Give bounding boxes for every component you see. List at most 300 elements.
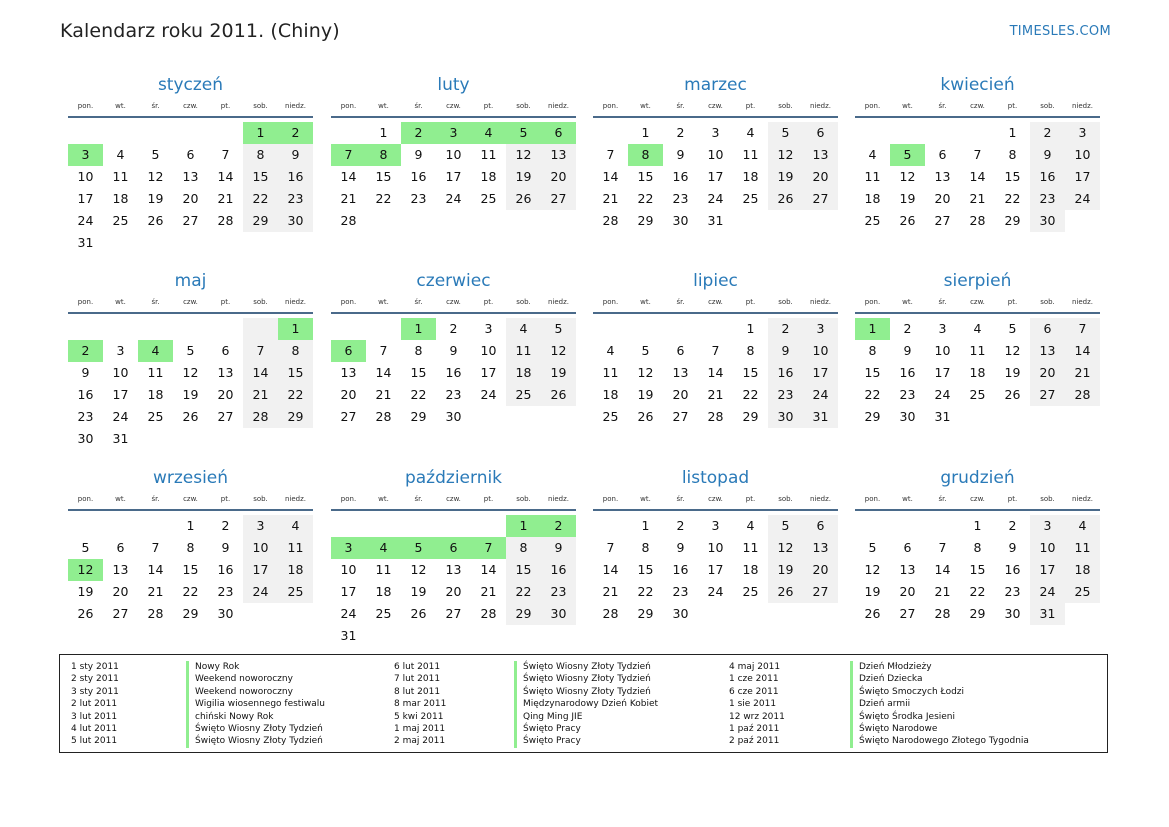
day-cell: 17 [707,169,724,184]
day-cell: 6 [1030,318,1065,340]
day-cell: 9 [903,343,912,358]
day-cell: 25 [278,581,313,603]
legend-dates-col-1 [71,661,119,748]
day-cell: 3 [1065,122,1100,144]
day-cell: 4 [116,147,125,162]
day-cell: 9 [1030,144,1065,166]
day-cell: 20 [340,387,357,402]
day-cell: 28 [969,213,986,228]
day-cell: 14 [147,562,164,577]
day-cell: 3 [68,144,103,166]
day-grid [593,318,838,428]
day-cell: 6 [186,147,195,162]
day-cell: 3 [243,515,278,537]
weekday-label: pt. [220,495,231,503]
day-cell: 26 [77,606,94,621]
legend-holiday-name: Święto Smoczych Łodzi [850,686,1029,698]
day-cell: 24 [707,584,724,599]
weekday-label: sob. [1040,298,1055,306]
weekday-header [855,296,1100,314]
day-cell: 26 [1004,387,1021,402]
day-grid [855,122,1100,232]
day-grid [68,122,313,254]
day-cell: 17 [340,584,357,599]
weekday-label: śr. [938,298,947,306]
day-cell: 22 [410,387,427,402]
day-cell: 7 [606,540,615,555]
day-cell: 9 [768,340,803,362]
day-cell: 6 [903,540,912,555]
empty-cell [401,625,436,647]
day-cell: 23 [899,387,916,402]
empty-cell [663,318,698,340]
empty-cell [506,406,541,428]
weekday-label: wt. [640,495,651,503]
day-cell: 22 [182,584,199,599]
weekday-label: wt. [902,298,913,306]
legend-date: 2 maj 2011 [394,736,446,747]
day-cell: 21 [243,384,278,406]
day-cell: 21 [147,584,164,599]
month-block [68,467,313,625]
day-grid [331,122,576,232]
day-cell: 24 [243,581,278,603]
empty-cell [68,122,103,144]
day-cell: 5 [641,343,650,358]
day-cell: 16 [445,365,462,380]
empty-cell [593,515,628,537]
month-name: lipiec [693,271,738,291]
day-cell: 9 [81,365,90,380]
weekday-label: pt. [745,495,756,503]
day-cell: 17 [445,169,462,184]
day-cell: 16 [768,362,803,384]
weekday-label: niedz. [547,495,570,503]
legend-date: 1 maj 2011 [394,723,446,734]
legend-date: 8 mar 2011 [394,699,447,710]
weekday-label: pon. [340,495,357,503]
empty-cell [208,318,243,340]
day-cell: 3 [331,537,366,559]
empty-cell [138,515,173,537]
weekday-label: sob. [516,102,531,110]
day-cell: 24 [480,387,497,402]
day-cell: 3 [484,321,493,336]
day-cell: 8 [1008,147,1017,162]
weekday-label: wt. [640,298,651,306]
legend-date: 7 lut 2011 [394,674,441,685]
day-cell: 22 [375,191,392,206]
weekday-label: pt. [483,298,494,306]
day-cell: 4 [506,318,541,340]
day-cell: 8 [973,540,982,555]
day-cell: 12 [864,562,881,577]
day-cell: 23 [410,191,427,206]
day-cell: 15 [969,562,986,577]
empty-cell [173,428,208,450]
day-cell: 16 [217,562,234,577]
day-cell: 21 [480,584,497,599]
day-cell: 29 [1004,213,1021,228]
empty-cell [855,122,890,144]
day-cell: 20 [672,387,689,402]
day-cell: 30 [672,213,689,228]
legend-date: 1 paź 2011 [729,723,780,734]
day-cell: 13 [217,365,234,380]
day-cell: 6 [116,540,125,555]
day-cell: 10 [340,562,357,577]
month-block [593,270,838,428]
day-cell: 20 [803,166,838,188]
day-cell: 4 [746,518,755,533]
empty-cell [243,428,278,450]
weekday-header [593,296,838,314]
day-cell: 29 [637,213,654,228]
legend-dates-col-3 [729,661,785,748]
legend-date: 4 lut 2011 [71,723,118,734]
day-cell: 31 [77,235,94,250]
day-cell: 1 [855,318,890,340]
day-cell: 21 [707,387,724,402]
day-cell: 9 [221,540,230,555]
day-cell: 24 [707,191,724,206]
empty-cell [331,122,366,144]
empty-cell [436,515,471,537]
day-cell: 13 [340,365,357,380]
day-cell: 21 [934,584,951,599]
day-cell: 15 [1004,169,1021,184]
day-cell: 9 [541,537,576,559]
empty-cell [506,210,541,232]
legend-holiday-name: Międzynarodowy Dzień Kobiet [514,698,658,710]
day-grid [331,515,576,647]
legend-holiday-name: Dzień Młodzieży [850,661,1029,673]
day-cell: 12 [68,559,103,581]
day-cell: 5 [541,318,576,340]
day-cell: 14 [243,362,278,384]
day-cell: 5 [1008,321,1017,336]
day-cell: 18 [112,191,129,206]
empty-cell [103,515,138,537]
weekday-label: wt. [902,495,913,503]
weekday-label: śr. [676,298,685,306]
day-cell: 4 [973,321,982,336]
empty-cell [855,515,890,537]
day-grid [331,318,576,428]
day-cell: 23 [1004,584,1021,599]
legend-date: 3 lut 2011 [71,711,118,722]
legend-holiday-name: Święto Wiosny Złoty Tydzień [514,673,658,685]
empty-cell [733,210,768,232]
day-cell: 12 [182,365,199,380]
weekday-label: pt. [483,495,494,503]
legend-holiday-name: Święto Pracy [514,735,658,747]
day-cell: 17 [803,362,838,384]
weekday-label: pon. [77,102,94,110]
weekday-label: sob. [1040,102,1055,110]
empty-cell [471,625,506,647]
day-grid [68,515,313,625]
weekday-label: śr. [151,298,160,306]
day-cell: 13 [803,144,838,166]
day-cell: 22 [506,581,541,603]
day-cell: 19 [410,584,427,599]
day-cell: 13 [899,562,916,577]
day-cell: 19 [768,559,803,581]
empty-cell [768,210,803,232]
weekday-label: pon. [77,298,94,306]
day-cell: 19 [1004,365,1021,380]
day-cell: 13 [934,169,951,184]
day-cell: 22 [278,384,313,406]
legend-date: 6 lut 2011 [394,662,441,672]
day-cell: 14 [217,169,234,184]
day-cell: 4 [746,125,755,140]
day-cell: 14 [602,169,619,184]
day-cell: 23 [541,581,576,603]
day-cell: 25 [147,409,164,424]
day-cell: 28 [480,606,497,621]
day-cell: 27 [803,188,838,210]
day-cell: 21 [1065,362,1100,384]
empty-cell [103,318,138,340]
day-cell: 14 [1065,340,1100,362]
day-cell: 15 [506,559,541,581]
legend-date: 2 paź 2011 [729,736,780,747]
day-cell: 13 [112,562,129,577]
weekday-label: sob. [253,298,268,306]
day-cell: 31 [707,213,724,228]
day-cell: 11 [742,147,759,162]
weekday-label: wt. [378,298,389,306]
day-cell: 7 [471,537,506,559]
day-cell: 4 [1065,515,1100,537]
day-cell: 2 [903,321,912,336]
holiday-legend [59,654,1108,753]
day-cell: 15 [375,169,392,184]
day-cell: 3 [1030,515,1065,537]
weekday-label: wt. [378,102,389,110]
weekday-header [331,296,576,314]
day-cell: 26 [899,213,916,228]
day-cell: 19 [899,191,916,206]
day-cell: 12 [410,562,427,577]
day-cell: 25 [742,584,759,599]
empty-cell [1030,406,1065,428]
empty-cell [138,318,173,340]
weekday-label: czw. [446,495,461,503]
day-cell: 14 [375,365,392,380]
day-cell: 8 [641,540,650,555]
day-cell: 18 [1065,559,1100,581]
day-cell: 30 [672,606,689,621]
page-title: Kalendarz roku 2011. (Chiny) [60,20,340,42]
empty-cell [803,210,838,232]
day-cell: 11 [1065,537,1100,559]
day-cell: 24 [340,606,357,621]
day-cell: 20 [217,387,234,402]
day-cell: 29 [742,409,759,424]
day-cell: 12 [147,169,164,184]
day-cell: 16 [1004,562,1021,577]
weekday-label: niedz. [1071,495,1094,503]
day-cell: 6 [803,515,838,537]
day-cell: 7 [938,540,947,555]
day-cell: 10 [1065,144,1100,166]
day-cell: 18 [506,362,541,384]
day-cell: 6 [436,537,471,559]
weekday-label: czw. [970,102,985,110]
legend-date: 1 cze 2011 [729,674,779,685]
day-cell: 29 [864,409,881,424]
weekday-label: śr. [414,102,423,110]
day-cell: 7 [973,147,982,162]
empty-cell [366,515,401,537]
day-cell: 13 [445,562,462,577]
weekday-label: czw. [446,298,461,306]
day-cell: 14 [969,169,986,184]
day-cell: 21 [375,387,392,402]
day-cell: 24 [934,387,951,402]
day-cell: 2 [768,318,803,340]
day-cell: 17 [1065,166,1100,188]
day-cell: 15 [278,362,313,384]
day-cell: 22 [637,191,654,206]
day-cell: 17 [243,559,278,581]
day-cell: 27 [899,606,916,621]
day-grid [593,515,838,625]
empty-cell [506,625,541,647]
day-cell: 27 [934,213,951,228]
day-cell: 5 [151,147,160,162]
day-cell: 29 [637,606,654,621]
day-cell: 31 [340,628,357,643]
day-cell: 17 [934,365,951,380]
weekday-label: sob. [253,102,268,110]
day-cell: 18 [969,365,986,380]
day-cell: 13 [182,169,199,184]
day-cell: 29 [410,409,427,424]
empty-cell [243,603,278,625]
empty-cell [278,232,313,254]
legend-holiday-name: Dzień Dziecka [850,673,1029,685]
day-cell: 22 [742,387,759,402]
day-cell: 19 [864,584,881,599]
legend-date: 8 lut 2011 [394,686,441,697]
day-cell: 15 [637,562,654,577]
day-cell: 25 [480,191,497,206]
weekday-label: wt. [115,102,126,110]
legend-holiday-name: Nowy Rok [186,661,325,673]
day-cell: 5 [868,540,877,555]
empty-cell [173,122,208,144]
weekday-label: śr. [938,495,947,503]
day-cell: 12 [1004,343,1021,358]
legend-date: 12 wrz 2011 [729,711,785,722]
day-cell: 3 [116,343,125,358]
day-cell: 15 [742,365,759,380]
day-cell: 25 [969,387,986,402]
day-cell: 21 [340,191,357,206]
empty-cell [1065,210,1100,232]
day-cell: 28 [934,606,951,621]
day-cell: 19 [768,166,803,188]
day-cell: 25 [1065,581,1100,603]
day-cell: 12 [637,365,654,380]
weekday-label: śr. [676,102,685,110]
day-cell: 10 [803,340,838,362]
day-cell: 8 [628,144,663,166]
day-cell: 1 [506,515,541,537]
weekday-header [855,100,1100,118]
day-cell: 5 [401,537,436,559]
day-cell: 24 [445,191,462,206]
day-cell: 4 [606,343,615,358]
day-cell: 18 [375,584,392,599]
month-name: styczeń [157,75,224,95]
day-cell: 21 [969,191,986,206]
day-cell: 9 [676,540,685,555]
day-cell: 26 [768,188,803,210]
day-cell: 8 [243,144,278,166]
day-cell: 6 [331,340,366,362]
legend-holiday-name: Święto Wiosny Złoty Tydzień [514,661,658,673]
legend-holiday-name: Święto Wiosny Złoty Tydzień [514,686,658,698]
day-cell: 1 [186,518,195,533]
empty-cell [803,603,838,625]
day-cell: 2 [278,122,313,144]
day-cell: 2 [1008,518,1017,533]
day-cell: 16 [672,562,689,577]
weekday-header [68,100,313,118]
month-block [593,467,838,625]
day-cell: 1 [401,318,436,340]
legend-holiday-name: Święto Środka Jesieni [850,711,1029,723]
day-cell: 7 [379,343,388,358]
weekday-label: pon. [602,298,619,306]
day-cell: 23 [217,584,234,599]
day-cell: 23 [278,188,313,210]
day-cell: 29 [506,603,541,625]
brand-logo-text[interactable]: TIMESLES.COM [1009,24,1111,39]
day-cell: 1 [973,518,982,533]
day-cell: 15 [410,365,427,380]
month-name: listopad [681,468,750,488]
day-cell: 24 [112,409,129,424]
day-cell: 16 [278,166,313,188]
empty-cell [366,625,401,647]
day-cell: 31 [112,431,129,446]
weekday-label: sob. [778,298,793,306]
day-grid [855,515,1100,625]
legend-holiday-name: Wigilia wiosennego festiwalu [186,698,325,710]
legend-date: 5 lut 2011 [71,736,118,747]
day-cell: 22 [969,584,986,599]
day-cell: 22 [1004,191,1021,206]
day-cell: 28 [1065,384,1100,406]
month-block [331,467,576,647]
day-cell: 6 [938,147,947,162]
day-cell: 29 [243,210,278,232]
day-cell: 13 [541,144,576,166]
legend-names-col-3 [850,661,1029,748]
empty-cell [103,232,138,254]
day-cell: 26 [541,384,576,406]
empty-cell [401,210,436,232]
weekday-label: pon. [864,102,881,110]
day-cell: 10 [445,147,462,162]
day-cell: 25 [864,213,881,228]
